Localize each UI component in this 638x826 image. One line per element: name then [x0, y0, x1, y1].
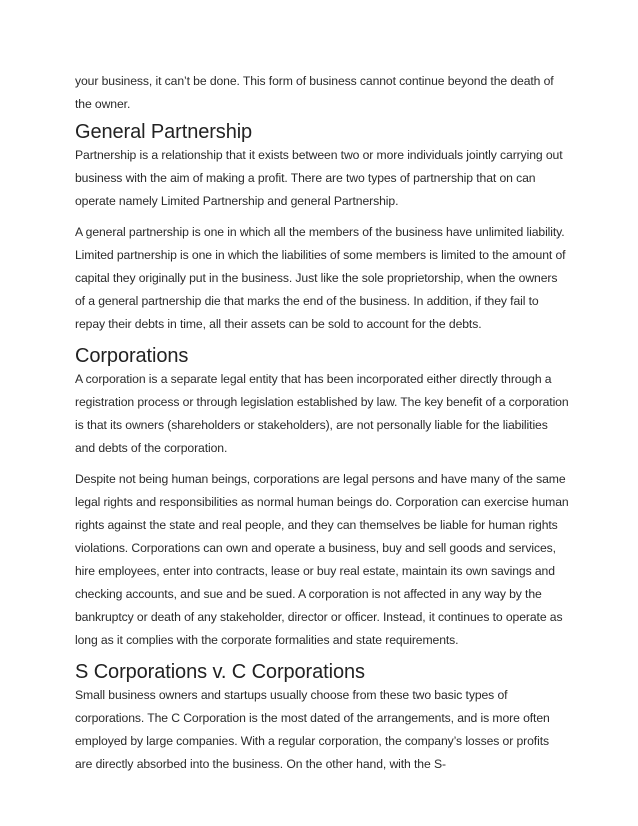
section-corporations: [75, 344, 569, 652]
section-general-partnership: [75, 120, 569, 336]
intro-paragraph: your business, it can’t be done. This form of business cannot continue beyond the death of the owner.: [75, 74, 554, 111]
section-paragraph: A general partnership is one in which all the members of the business have unlimited liability. Limited partnership is one in which the liabilities of some members is limited to the amount of capital they originally put in the business. Just like the sole proprietorship, when the owners of a general partnership die that marks the end of the business. In addition, if they fail to repay their debts in time, all their assets can be sold to account for the debts.: [75, 225, 566, 331]
section-s-vs-c-corporations: [75, 660, 569, 776]
section-heading: Corporations: [75, 345, 189, 367]
document-page: [75, 70, 569, 784]
section-heading: S Corporations v. C Corporations: [75, 661, 365, 683]
section-paragraph: A corporation is a separate legal entity that has been incorporated either directly through a registration process or through legislation established by law. The key benefit of a corporation is that its owners (shareholders or stakeholders), are not personally liable for the liabilities and debts of the corporation.: [75, 372, 569, 455]
section-paragraph: Partnership is a relationship that it exists between two or more individuals jointly carrying out business with the aim of making a profit. There are two types of partnership that on can operate namely Limited Partnership and general Partnership.: [75, 148, 563, 208]
section-paragraph: Small business owners and startups usually choose from these two basic types of corporations. The C Corporation is the most dated of the arrangements, and is more often employed by large companies. With a regular corporation, the company’s losses or profits are directly absorbed into the business. On the other hand, with the S-: [75, 688, 550, 771]
section-paragraph: Despite not being human beings, corporations are legal persons and have many of the same legal rights and responsibilities as normal human beings do. Corporation can exercise human rights against the state and real people, and they can themselves be liable for human rights violations. Corporations can own and operate a business, buy and sell goods and services, hire employees, enter into contracts, lease or buy real estate, maintain its own savings and checking accounts, and sue and be sued. A corporation is not affected in any way by the bankruptcy or death of any stakeholder, director or officer. Instead, it continues to operate as long as it complies with the corporate formalities and state requirements.: [75, 472, 569, 647]
section-heading: General Partnership: [75, 121, 253, 143]
